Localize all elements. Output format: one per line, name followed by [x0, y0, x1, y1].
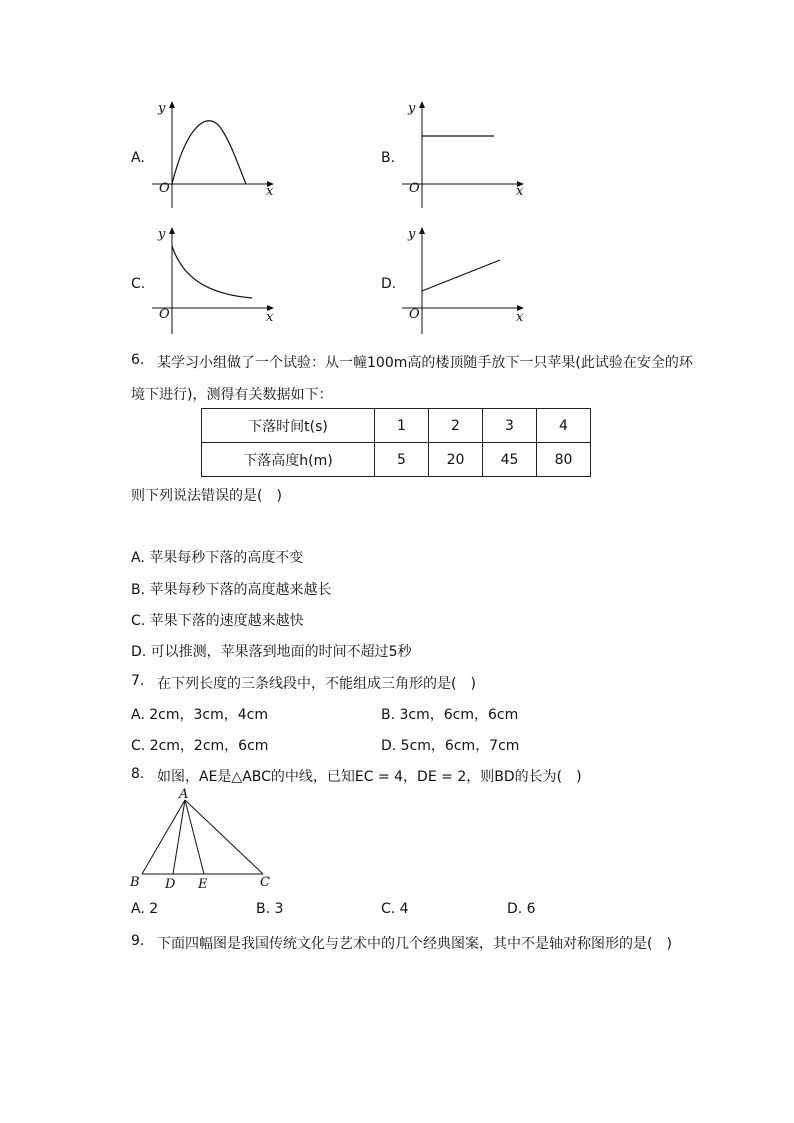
q8-option-c[interactable]: C. 4 — [381, 901, 409, 917]
q6-question: 则下列说法错误的是( ) — [131, 488, 282, 504]
origin-label: O — [159, 181, 170, 196]
origin-label: O — [159, 307, 170, 322]
decreasing-curve — [172, 246, 252, 298]
table-cell: 80 — [537, 443, 591, 477]
y-axis-label: y — [158, 101, 166, 116]
graph-d — [400, 226, 530, 340]
q8-stem: 如图，AE是△ABC的中线，已知EC = 4，DE = 2，则BD的长为( ) — [157, 769, 582, 785]
graph-c — [150, 226, 280, 340]
x-axis-label: x — [516, 310, 524, 325]
x-axis-label: x — [516, 184, 524, 199]
q8-option-a[interactable]: A. 2 — [131, 901, 159, 917]
table-cell: 4 — [537, 409, 591, 443]
q8-option-b[interactable]: B. 3 — [256, 901, 284, 917]
q6-option-d[interactable]: D. 可以推测，苹果落到地面的时间不超过5秒 — [131, 644, 412, 660]
q6-option-b[interactable]: B. 苹果每秒下落的高度越来越长 — [131, 582, 332, 598]
y-axis-label: y — [408, 101, 416, 116]
q7-option-d[interactable]: D. 5cm，6cm，7cm — [381, 738, 520, 754]
table-cell: 1 — [375, 409, 429, 443]
q7-option-b[interactable]: B. 3cm，6cm，6cm — [381, 707, 519, 723]
table-row — [202, 409, 591, 443]
q7-option-a[interactable]: A. 2cm，3cm，4cm — [131, 707, 268, 723]
row-header-time: 下落时间t(s) — [202, 409, 375, 443]
q8-option-d[interactable]: D. 6 — [507, 901, 536, 917]
table-row — [202, 443, 591, 477]
q6-stem-line1: 某学习小组做了一个试验：从一幢100m高的楼顶随手放下一只苹果(此试验在安全的环 — [157, 355, 693, 371]
table-cell: 20 — [429, 443, 483, 477]
y-axis-arrow — [419, 101, 425, 108]
table-cell: 2 — [429, 409, 483, 443]
graph-b — [400, 100, 530, 214]
q8-triangle-figure — [125, 787, 285, 899]
option-c-label: C. — [131, 276, 146, 292]
point-e-label: E — [198, 877, 208, 892]
segment-ac — [185, 800, 263, 874]
y-axis-label: y — [158, 227, 166, 242]
option-d-label: D. — [381, 276, 397, 292]
row-header-height: 下落高度h(m) — [202, 443, 375, 477]
increasing-line — [422, 260, 500, 291]
q9-stem: 下面四幅图是我国传统文化与艺术中的几个经典图案，其中不是轴对称图形的是( ) — [157, 936, 672, 952]
origin-label: O — [409, 181, 420, 196]
vertex-a-label: A — [179, 787, 189, 802]
q6-option-c[interactable]: C. 苹果下落的速度越来越快 — [131, 613, 304, 629]
table-cell: 5 — [375, 443, 429, 477]
y-axis-arrow — [169, 101, 175, 108]
vertex-c-label: C — [260, 875, 270, 890]
q6-option-a[interactable]: A. 苹果每秒下落的高度不变 — [131, 550, 304, 566]
q6-stem-line2: 境下进行)，测得有关数据如下： — [131, 387, 333, 403]
q6-data-table — [201, 408, 591, 477]
graph-a — [150, 100, 280, 214]
table-cell: 45 — [483, 443, 537, 477]
q7-number: 7. — [131, 673, 145, 689]
option-a-label: A. — [131, 150, 145, 166]
segment-ae — [185, 800, 204, 874]
vertex-b-label: B — [130, 875, 140, 890]
q8-number: 8. — [131, 766, 145, 782]
parabola-curve — [172, 121, 246, 184]
x-axis-label: x — [266, 184, 274, 199]
origin-label: O — [409, 307, 420, 322]
y-axis-arrow — [419, 227, 425, 234]
q9-number: 9. — [131, 933, 145, 949]
y-axis-label: y — [408, 227, 416, 242]
table-cell: 3 — [483, 409, 537, 443]
y-axis-arrow — [169, 227, 175, 234]
q7-option-c[interactable]: C. 2cm，2cm，6cm — [131, 738, 269, 754]
q6-number: 6. — [131, 352, 145, 368]
point-d-label: D — [165, 877, 176, 892]
option-b-label: B. — [381, 150, 396, 166]
x-axis-label: x — [266, 310, 274, 325]
q7-stem: 在下列长度的三条线段中，不能组成三角形的是( ) — [157, 676, 476, 692]
